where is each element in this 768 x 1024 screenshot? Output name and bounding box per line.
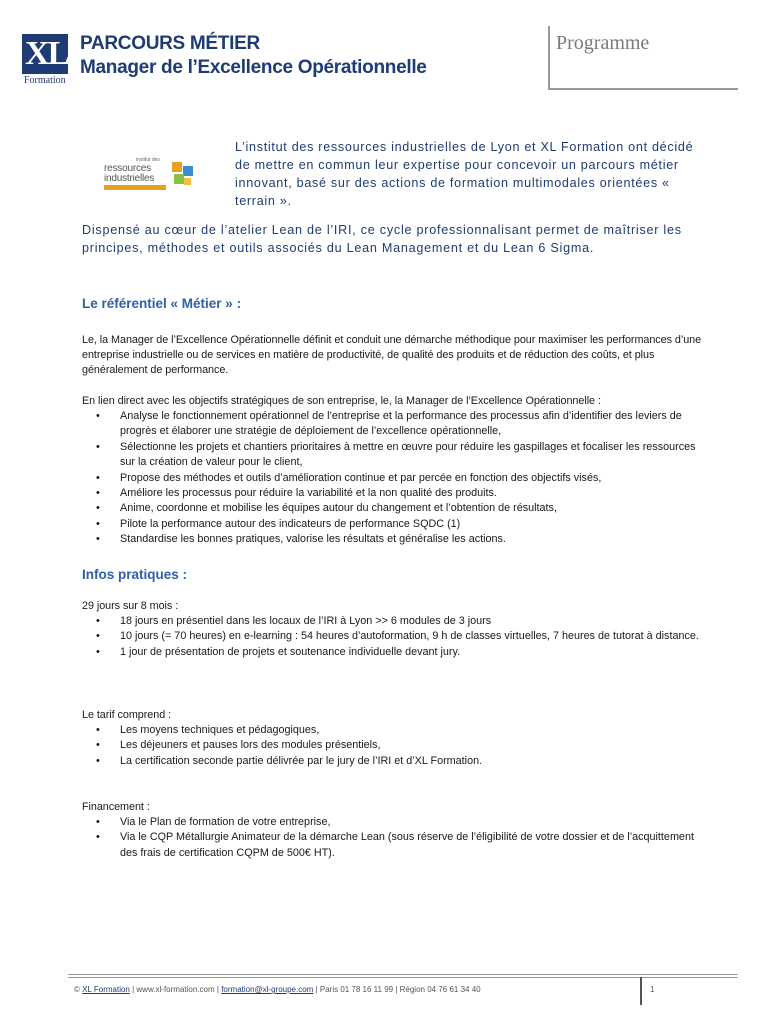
intro-paragraph: L’institut des ressources industrielles de Lyon et XL Formation ont décidé de mettre en commun leur expertise pour concevoir un parcours métier innovant, basé sur des actions de formation multimodales orientées « terrain ». (235, 140, 694, 208)
footer-divider (68, 974, 738, 975)
list-item: • 10 jours (= 70 heures) en e-learning : 54 heures d’autoformation, 9 h de classes virtuelles, 7 heures de tutorat à distance. (82, 629, 712, 644)
list-item: • 1 jour de présentation de projets et soutenance individuelle devant jury. (82, 645, 712, 660)
footer-copyright: © (74, 985, 80, 994)
list-item: • Anime, coordonne et mobilise les équipes autour du changement et l’obtention de résultats, (82, 501, 712, 516)
referentiel-paragraph-1: Le, la Manager de l’Excellence Opérationnelle définit et conduit une démarche méthodique pour maximiser les performances d’une entreprise industrielle ou de services en matière de productivité, de qualité des produits et de réduction des coûts, et plus généralement de performance. (82, 334, 702, 376)
iri-logo-square (183, 166, 193, 176)
iri-logo-line-1: ressources (104, 163, 151, 174)
title-line-2: Manager de l’Excellence Opérationnelle (80, 57, 427, 78)
document-title (80, 32, 540, 80)
xl-formation-logo (22, 34, 70, 86)
iri-logo-square (174, 174, 184, 184)
iri-logo-line-2: industrielles (104, 173, 155, 184)
referentiel-title: Le référentiel « Métier » : (82, 296, 242, 311)
title-line-1: PARCOURS MÉTIER (80, 33, 260, 54)
list-item: • Via le Plan de formation de votre entreprise, (82, 815, 712, 830)
referentiel-paragraph-2: En lien direct avec les objectifs stratégiques de son entreprise, le, la Manager de l’Excellence Opérationnelle : (82, 395, 601, 407)
footer-phones: | Paris 01 78 16 11 99 | Région 04 76 61 34 40 (313, 985, 481, 994)
list-item: • Les déjeuners et pauses lors des modules présentiels, (82, 738, 712, 753)
footer-website-link[interactable]: www.xl-formation.com (136, 985, 215, 994)
iri-logo-bar (104, 185, 166, 190)
referentiel-bullet-list (82, 409, 712, 548)
financement-label: Financement : (82, 801, 150, 813)
financement-bullet-list (82, 815, 712, 861)
footer-email-link[interactable]: formation@xl-groupe.com (221, 985, 314, 994)
iri-logo-square (172, 162, 182, 172)
page-number: 1 (650, 985, 655, 994)
list-item: • La certification seconde partie délivrée par le jury de l’IRI et d’XL Formation. (82, 754, 712, 769)
list-item: • Propose des méthodes et outils d’amélioration continue et par percée en fonction des objectifs visés, (82, 471, 712, 486)
duration-bullet-list (82, 614, 712, 660)
list-item: • Analyse le fonctionnement opérationnel de l’entreprise et la performance des processus afin d’identifier des leviers de progrès et élaborer une stratégie de déploiement de l’excellence opérationnelle, (82, 409, 712, 440)
logo-text: XL (25, 35, 69, 72)
header-divider-vertical (548, 26, 550, 88)
footer-contact (74, 985, 481, 994)
list-item: • Via le CQP Métallurgie Animateur de la démarche Lean (sous réserve de l’éligibilité de votre dossier et de l’acquittement des frais de certification CQPM de 500€ HT). (82, 830, 712, 861)
dispense-paragraph: Dispensé au cœur de l’atelier Lean de l’IRI, ce cycle professionnalisant permet de maîtriser les principes, méthodes et outils associés du Lean Management et du Lean 6 Sigma. (82, 223, 682, 255)
list-item: • Les moyens techniques et pédagogiques, (82, 723, 712, 738)
footer-separator: | (129, 985, 137, 994)
list-item: • Standardise les bonnes pratiques, valorise les résultats et généralise les actions. (82, 532, 712, 547)
logo-caption: Formation (24, 75, 66, 86)
programme-label: Programme (556, 32, 650, 54)
list-item: • Améliore les processus pour réduire la variabilité et la non qualité des produits. (82, 486, 712, 501)
iri-logo (100, 152, 200, 198)
footer-divider (68, 977, 738, 978)
list-item: • Pilote la performance autour des indicateurs de performance SQDC (1) (82, 517, 712, 532)
footer-page-divider (640, 977, 642, 1005)
list-item: • 18 jours en présentiel dans les locaux de l’IRI à Lyon >> 6 modules de 3 jours (82, 614, 712, 629)
tarif-bullet-list (82, 723, 712, 769)
logo-box (22, 34, 68, 74)
duration-label: 29 jours sur 8 mois : (82, 600, 179, 612)
infos-title: Infos pratiques : (82, 567, 188, 582)
footer-company-link[interactable]: XL Formation (82, 985, 130, 994)
header-divider-horizontal (548, 88, 738, 90)
iri-logo-square (184, 178, 191, 185)
list-item: • Sélectionne les projets et chantiers prioritaires à mettre en œuvre pour réduire les gaspillages et focaliser les ressources sur la création de valeur pour le client, (82, 440, 712, 471)
tarif-label: Le tarif comprend : (82, 709, 172, 721)
iri-logo-small-text: institut des (136, 157, 160, 163)
footer-separator: | (214, 985, 222, 994)
